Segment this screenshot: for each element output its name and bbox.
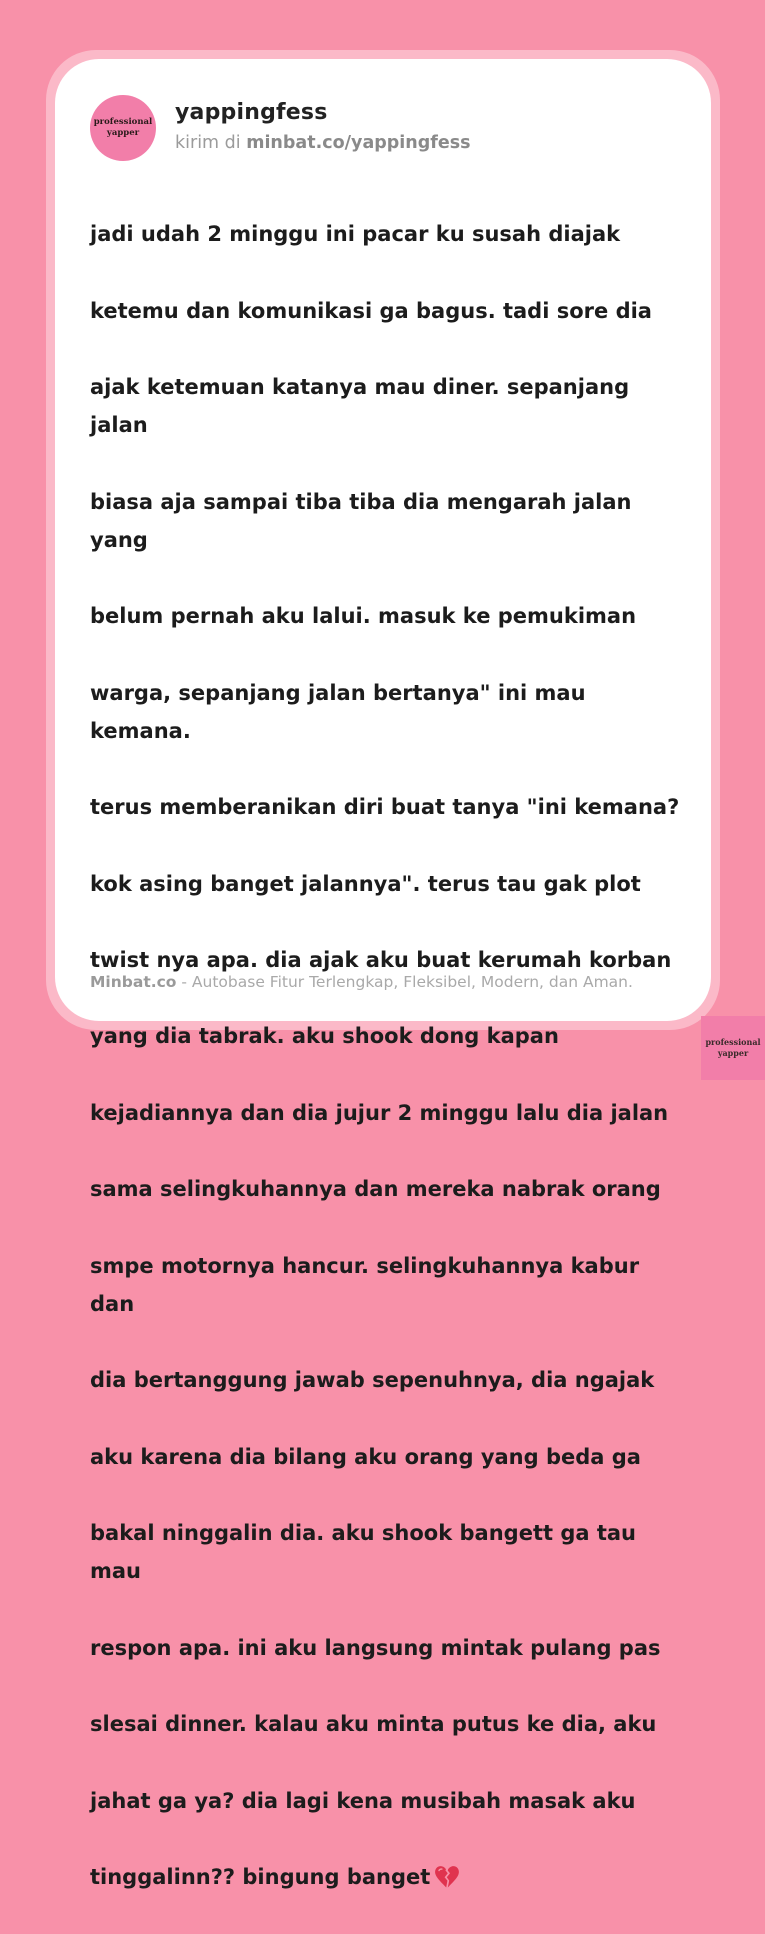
- message-line: aku karena dia bilang aku orang yang beda ga: [90, 1444, 641, 1469]
- message-line: kejadiannya dan dia jujur 2 minggu lalu dia jalan: [90, 1100, 669, 1125]
- message-line: kok asing banget jalannya". terus tau gak plot: [90, 871, 641, 896]
- message-line: terus memberanikan diri buat tanya "ini kemana?: [90, 795, 680, 820]
- submit-prefix: kirim di: [175, 133, 247, 153]
- message-line: respon apa. ini aku langsung mintak pulang pas: [90, 1635, 661, 1660]
- message-line: warga, sepanjang jalan bertanya" ini mau kemana.: [90, 680, 586, 743]
- message-line: biasa aja sampai tiba tiba dia mengarah jalan yang: [90, 489, 632, 552]
- message-line: jahat ga ya? dia lagi kena musibah masak aku: [90, 1788, 636, 1813]
- message-line: dia bertanggung jawab sepenuhnya, dia ngajak: [90, 1368, 655, 1393]
- message-line: tinggalinn?? bingung banget: [90, 1864, 431, 1889]
- username[interactable]: yappingfess: [175, 100, 328, 125]
- message-line: slesai dinner. kalau aku minta putus ke dia, aku: [90, 1712, 657, 1737]
- submit-link-line: [175, 133, 471, 153]
- message-line: sama selingkuhannya dan mereka nabrak orang: [90, 1177, 661, 1202]
- submit-link[interactable]: minbat.co/yappingfess: [246, 133, 471, 153]
- avatar-text-line1: professional: [93, 117, 153, 127]
- message-last-line: [90, 1858, 690, 1896]
- footer-tagline: - Autobase Fitur Terlengkap, Fleksibel, Modern, dan Aman.: [176, 973, 633, 991]
- message-line: belum pernah aku lalui. masuk ke pemukiman: [90, 604, 637, 629]
- message-line: twist nya apa. dia ajak aku buat kerumah korban: [90, 948, 672, 973]
- message-body: [90, 177, 690, 1934]
- message-line: bakal ninggalin dia. aku shook bangett ga tau mau: [90, 1521, 636, 1584]
- message-line: jadi udah 2 minggu ini pacar ku susah diajak: [90, 222, 621, 247]
- avatar-text-line2: yapper: [106, 128, 140, 138]
- watermark-logo: [701, 1016, 765, 1080]
- message-line: yang dia tabrak. aku shook dong kapan: [90, 1024, 559, 1049]
- post-card: [55, 59, 711, 1889]
- footer: [90, 973, 633, 991]
- broken-heart-icon: [434, 1865, 460, 1889]
- watermark-text-line1: professional: [705, 1037, 761, 1047]
- footer-brand[interactable]: Minbat.co: [90, 973, 177, 991]
- message-line: ajak ketemuan katanya mau diner. sepanjang jalan: [90, 375, 630, 438]
- message-line: smpe motornya hancur. selingkuhannya kabur dan: [90, 1253, 640, 1316]
- watermark-text-line2: yapper: [717, 1048, 749, 1058]
- message-line: ketemu dan komunikasi ga bagus. tadi sore dia: [90, 298, 652, 323]
- avatar[interactable]: [90, 95, 156, 161]
